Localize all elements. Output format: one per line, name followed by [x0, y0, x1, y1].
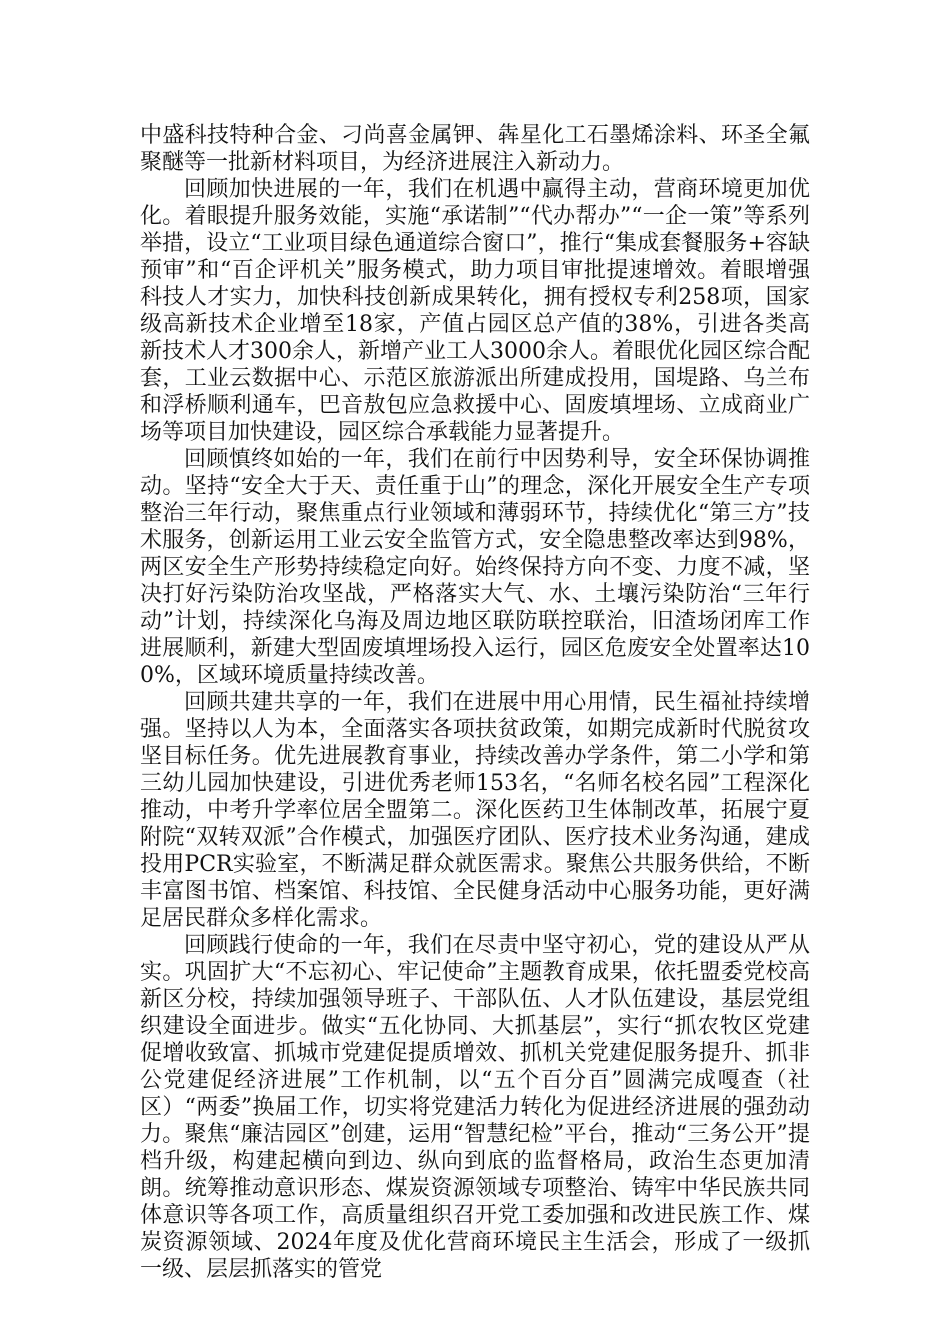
- paragraph-continuation: 中盛科技特种合金、刁尚喜金属钾、犇星化工石墨烯涂料、环圣全氟聚醚等一批新材料项目，为经济进展注入新动力。: [140, 123, 810, 175]
- paragraph-safety-environment: 回顾慎终如始的一年，我们在前行中因势利导，安全环保协调推动。坚持“安全大于天、责任重于山”的理念，深化开展安全生产专项整治三年行动，聚焦重点行业领域和薄弱环节，持续优化“第三方”技术服务，创新运用工业云安全监管方式，安全隐患整改率达到98%，两区安全生产形势持续稳定向好。始终保持方向不变、力度不减，坚决打好污染防治攻坚战，严格落实大气、水、土壤污染防治“三年行动”计划，持续深化乌海及周边地区联防联控联治，旧渣场闭库工作进展顺利，新建大型固废填埋场投入运行，园区危废安全处置率达100%，区域环境质量持续改善。: [140, 447, 810, 688]
- paragraph-livelihood: 回顾共建共享的一年，我们在进展中用心用情，民生福祉持续增强。坚持以人为本，全面落实各项扶贫政策，如期完成新时代脱贫攻坚目标任务。优先进展教育事业，持续改善办学条件，第二小学和第三幼儿园加快建设，引进优秀老师153名，“名师名校名园”工程深化推动，中考升学率位居全盟第二。深化医药卫生体制改革，拓展宁夏附院“双转双派”合作模式，加强医疗团队、医疗技术业务沟通，建成投用PCR实验室，不断满足群众就医需求。聚焦公共服务供给，不断丰富图书馆、档案馆、科技馆、全民健身活动中心服务功能，更好满足居民群众多样化需求。: [140, 690, 810, 931]
- paragraph-party-building: 回顾践行使命的一年，我们在尽责中坚守初心，党的建设从严从实。巩固扩大“不忘初心、牢记使命”主题教育成果，依托盟委党校高新区分校，持续加强领导班子、干部队伍、人才队伍建设，基层党组织建设全面进步。做实“五化协同、大抓基层”，实行“抓农牧区党建促增收致富、抓城市党建促提质增效、抓机关党建促服务提升、抓非公党建促经济进展”工作机制，以“五个百分百”圆满完成嘎查（社区）“两委”换届工作，切实将党建活力转化为促进经济进展的强劲动力。聚焦“廉洁园区”创建，运用“智慧纪检”平台，推动“三务公开”提档升级，构建起横向到边、纵向到底的监督格局，政治生态更加清朗。统筹推动意识形态、煤炭资源领域专项整治、铸牢中华民族共同体意识等各项工作，高质量组织召开党工委加强和改进民族工作、煤炭资源领域、2024年度及优化营商环境民主生活会，形成了一级抓一级、层层抓落实的管党: [140, 933, 810, 1282]
- document-page: [140, 122, 810, 1283]
- paragraph-business-environment: 回顾加快进展的一年，我们在机遇中赢得主动，营商环境更加优化。着眼提升服务效能，实施“承诺制”“代办帮办”“一企一策”等系列举措，设立“工业项目绿色通道综合窗口”，推行“集成套餐服务+容缺预审”和“百企评机关”服务模式，助力项目审批提速增效。着眼增强科技人才实力，加快科技创新成果转化，拥有授权专利258项，国家级高新技术企业增至18家，产值占园区总产值的38%，引进各类高新技术人才300余人，新增产业工人3000余人。着眼优化园区综合配套，工业云数据中心、示范区旅游派出所建成投用，国堤路、乌兰布和浮桥顺利通车，巴音敖包应急救援中心、固废填埋场、立成商业广场等项目加快建设，园区综合承载能力显著提升。: [140, 177, 810, 445]
